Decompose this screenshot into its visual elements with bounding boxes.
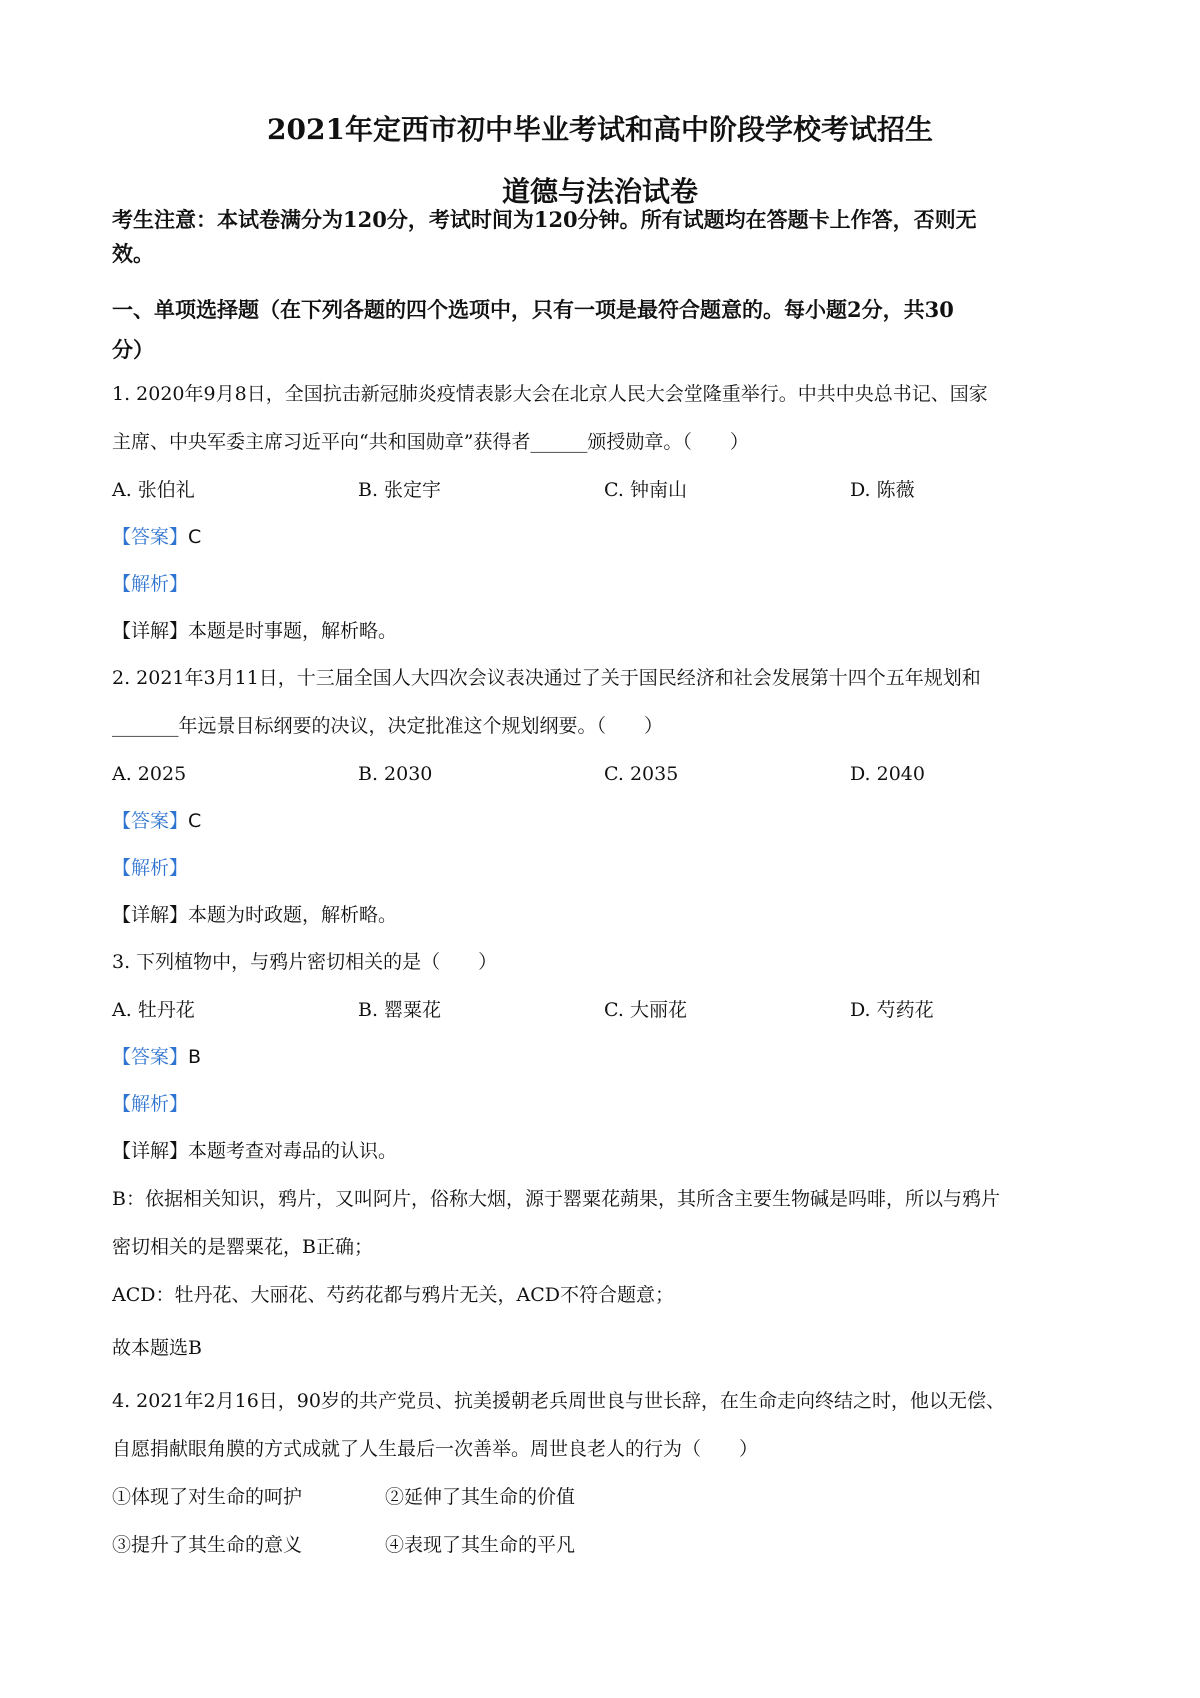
q3-explain-line-4: 故本题选B xyxy=(112,1337,202,1359)
q3-detail-text: 本题考查对毒品的认识。 xyxy=(188,1140,398,1162)
q3-answer xyxy=(112,1045,201,1069)
q1-option-a: A. 张伯礼 xyxy=(112,479,195,501)
q2-option-d: D. 2040 xyxy=(850,763,925,785)
q2-answer-value: C xyxy=(188,810,202,832)
q3-detail xyxy=(112,1139,397,1163)
q2-detail-text: 本题为时政题，解析略。 xyxy=(188,904,398,926)
q4-stem-line-2: 自愿捐献眼角膜的方式成就了人生最后一次善举。周世良老人的行为（ ） xyxy=(112,1438,759,1460)
notice-line-1: 考生注意：本试卷满分为120分，考试时间为120分钟。所有试题均在答题卡上作答，否则无 xyxy=(112,207,977,232)
q4-stem-line-1: 4. 2021年2月16日，90岁的共产党员、抗美援朝老兵周世良与世长辞，在生命走向终结之时，他以无偿、 xyxy=(112,1390,1005,1412)
q1-analysis-tag: 【解析】 xyxy=(112,573,189,595)
q2-detail xyxy=(112,903,397,927)
q1-detail xyxy=(112,619,397,643)
q2-option-c: C. 2035 xyxy=(604,763,679,785)
q2-answer xyxy=(112,809,201,833)
q4-item-1: ①体现了对生命的呵护 xyxy=(112,1486,303,1508)
exam-subtitle: 道德与法治试卷 xyxy=(501,175,698,208)
q3-option-a: A. 牡丹花 xyxy=(112,999,195,1021)
q3-option-c: C. 大丽花 xyxy=(604,999,687,1021)
q3-explain-line-3: ACD：牡丹花、大丽花、芍药花都与鸦片无关，ACD不符合题意； xyxy=(112,1284,674,1306)
q3-option-b: B. 罂粟花 xyxy=(358,999,442,1021)
q4-item-4: ④表现了其生命的平凡 xyxy=(385,1534,576,1556)
answer-tag: 【答案】 xyxy=(112,526,189,548)
notice-line-2: 效。 xyxy=(112,241,154,266)
q1-answer-value: C xyxy=(188,526,202,548)
q3-explain-line-2: 密切相关的是罂粟花，B正确； xyxy=(112,1236,373,1258)
answer-tag: 【答案】 xyxy=(112,1046,189,1068)
q1-stem-line-2: 主席、中央军委主席习近平向“共和国勋章”获得者______颁授勋章。（ ） xyxy=(112,431,749,453)
q2-option-b: B. 2030 xyxy=(358,763,433,785)
section-heading-line-2: 分） xyxy=(112,337,154,362)
detail-tag: 【详解】 xyxy=(112,904,189,926)
answer-tag: 【答案】 xyxy=(112,810,189,832)
q1-option-c: C. 钟南山 xyxy=(604,479,687,501)
q2-stem-line-1: 2. 2021年3月11日，十三届全国人大四次会议表决通过了关于国民经济和社会发展第十四个五年规划和 xyxy=(112,667,981,689)
q4-item-2: ②延伸了其生命的价值 xyxy=(385,1486,576,1508)
q3-analysis-tag: 【解析】 xyxy=(112,1093,189,1115)
q1-stem-line-1: 1. 2020年9月8日，全国抗击新冠肺炎疫情表影大会在北京人民大会堂隆重举行。中共中央总书记、国家 xyxy=(112,383,988,405)
q1-option-b: B. 张定宇 xyxy=(358,479,442,501)
q3-stem: 3. 下列植物中，与鸦片密切相关的是（ ） xyxy=(112,951,498,973)
q3-explain-line-1: B：依据相关知识，鸦片，又叫阿片，俗称大烟，源于罂粟花蒴果，其所含主要生物碱是吗啡，所以与鸦片 xyxy=(112,1188,1000,1210)
q1-option-d: D. 陈薇 xyxy=(850,479,915,501)
q2-stem-line-2: _______年远景目标纲要的决议，决定批准这个规划纲要。（ ） xyxy=(112,715,664,737)
exam-title: 2021年定西市初中毕业考试和高中阶段学校考试招生 xyxy=(267,113,933,146)
detail-tag: 【详解】 xyxy=(112,1140,189,1162)
section-heading-line-1: 一、单项选择题（在下列各题的四个选项中，只有一项是最符合题意的。每小题2分，共30 xyxy=(112,297,954,322)
q2-option-a: A. 2025 xyxy=(112,763,187,785)
detail-tag: 【详解】 xyxy=(112,620,189,642)
q3-answer-value: B xyxy=(188,1046,202,1068)
q3-option-d: D. 芍药花 xyxy=(850,999,934,1021)
q4-item-3: ③提升了其生命的意义 xyxy=(112,1534,303,1556)
q2-analysis-tag: 【解析】 xyxy=(112,857,189,879)
q1-answer xyxy=(112,525,201,549)
q1-detail-text: 本题是时事题，解析略。 xyxy=(188,620,398,642)
